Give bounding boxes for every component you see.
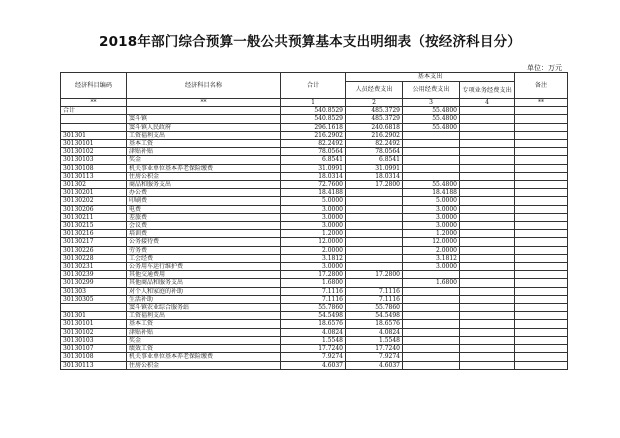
personnel-cell bbox=[346, 279, 403, 287]
special-cell bbox=[460, 271, 515, 279]
special-cell bbox=[460, 304, 515, 312]
total-cell: 7.1116 bbox=[281, 295, 346, 303]
code-cell: 30130217 bbox=[61, 238, 127, 246]
header-note: 备注 bbox=[515, 73, 568, 99]
public-cell bbox=[403, 148, 460, 156]
name-cell: 机关事业单位基本养老保险缴费 bbox=[127, 164, 281, 172]
note-cell bbox=[515, 295, 568, 303]
note-cell bbox=[515, 213, 568, 221]
name-cell: 办公费 bbox=[127, 189, 281, 197]
name-cell: 差旅费 bbox=[127, 213, 281, 221]
code-cell: 30130228 bbox=[61, 254, 127, 262]
public-cell bbox=[403, 328, 460, 336]
special-cell bbox=[460, 336, 515, 344]
mark-cell: ** bbox=[61, 99, 127, 107]
special-cell bbox=[460, 353, 515, 361]
name-cell: 其他商品和服务支出 bbox=[127, 279, 281, 287]
table-row bbox=[61, 189, 568, 197]
name-cell: 窦斗镇 bbox=[127, 115, 281, 123]
header-public: 公用经费支出 bbox=[403, 82, 460, 99]
mark-cell: ** bbox=[515, 99, 568, 107]
mark-cell: 4 bbox=[460, 99, 515, 107]
special-cell bbox=[460, 279, 515, 287]
personnel-cell: 240.6818 bbox=[346, 123, 403, 131]
name-cell: 电费 bbox=[127, 205, 281, 213]
public-cell bbox=[403, 353, 460, 361]
note-cell bbox=[515, 131, 568, 139]
special-cell bbox=[460, 254, 515, 262]
personnel-cell: 7.1116 bbox=[346, 287, 403, 295]
code-cell: 30130101 bbox=[61, 320, 127, 328]
name-cell: 工资福利支出 bbox=[127, 312, 281, 320]
total-cell: 31.0991 bbox=[281, 164, 346, 172]
special-cell bbox=[460, 213, 515, 221]
special-cell bbox=[460, 172, 515, 180]
public-cell: 55.4800 bbox=[403, 107, 460, 115]
name-cell: 基本工资 bbox=[127, 140, 281, 148]
note-cell bbox=[515, 246, 568, 254]
personnel-cell bbox=[346, 230, 403, 238]
personnel-cell bbox=[346, 222, 403, 230]
public-cell: 1.2000 bbox=[403, 230, 460, 238]
total-cell: 17.2800 bbox=[281, 271, 346, 279]
name-cell: 对个人和家庭的补助 bbox=[127, 287, 281, 295]
total-cell: 78.0564 bbox=[281, 148, 346, 156]
special-cell bbox=[460, 361, 515, 369]
table-row bbox=[61, 222, 568, 230]
public-cell: 1.6800 bbox=[403, 279, 460, 287]
header-basic-group: 基本支出 bbox=[346, 73, 515, 82]
code-cell: 30130211 bbox=[61, 213, 127, 221]
name-cell: 奖金 bbox=[127, 336, 281, 344]
public-cell: 2.0000 bbox=[403, 246, 460, 254]
personnel-cell: 31.0991 bbox=[346, 164, 403, 172]
public-cell bbox=[403, 287, 460, 295]
public-cell bbox=[403, 304, 460, 312]
header-code: 经济科目编码 bbox=[61, 73, 127, 99]
name-cell: 绩效工资 bbox=[127, 345, 281, 353]
note-cell bbox=[515, 238, 568, 246]
name-cell: 其他交通费用 bbox=[127, 271, 281, 279]
table-row bbox=[61, 345, 568, 353]
special-cell bbox=[460, 312, 515, 320]
note-cell bbox=[515, 222, 568, 230]
note-cell bbox=[515, 140, 568, 148]
table-row bbox=[61, 312, 568, 320]
expenditure-table bbox=[60, 72, 568, 370]
public-cell: 5.0000 bbox=[403, 197, 460, 205]
public-cell bbox=[403, 295, 460, 303]
code-cell bbox=[61, 123, 127, 131]
table-row bbox=[61, 287, 568, 295]
note-cell bbox=[515, 345, 568, 353]
special-cell bbox=[460, 148, 515, 156]
total-cell: 1.6800 bbox=[281, 279, 346, 287]
personnel-cell: 17.2800 bbox=[346, 181, 403, 189]
table-row bbox=[61, 246, 568, 254]
code-cell bbox=[61, 115, 127, 123]
public-cell: 18.4188 bbox=[403, 189, 460, 197]
total-cell: 7.9274 bbox=[281, 353, 346, 361]
personnel-cell: 485.3729 bbox=[346, 115, 403, 123]
name-cell: 商品和服务支出 bbox=[127, 181, 281, 189]
special-cell bbox=[460, 230, 515, 238]
personnel-cell: 17.7240 bbox=[346, 345, 403, 353]
special-cell bbox=[460, 197, 515, 205]
header-name: 经济科目名称 bbox=[127, 73, 281, 99]
code-cell: 30130201 bbox=[61, 189, 127, 197]
public-cell: 3.0000 bbox=[403, 205, 460, 213]
name-cell: 会议费 bbox=[127, 222, 281, 230]
note-cell bbox=[515, 263, 568, 271]
note-cell bbox=[515, 156, 568, 164]
note-cell bbox=[515, 107, 568, 115]
special-cell bbox=[460, 140, 515, 148]
code-cell: 301302 bbox=[61, 181, 127, 189]
total-cell: 540.8529 bbox=[281, 115, 346, 123]
table-row bbox=[61, 238, 568, 246]
total-cell: 3.1812 bbox=[281, 254, 346, 262]
column-index-row bbox=[61, 99, 568, 107]
name-cell: 津贴补贴 bbox=[127, 148, 281, 156]
code-cell: 301301 bbox=[61, 312, 127, 320]
table-row bbox=[61, 304, 568, 312]
personnel-cell bbox=[346, 246, 403, 254]
total-cell: 216.2902 bbox=[281, 131, 346, 139]
name-cell: 窦斗镇人民政府 bbox=[127, 123, 281, 131]
total-cell: 5.0000 bbox=[281, 197, 346, 205]
public-cell: 12.0000 bbox=[403, 238, 460, 246]
special-cell bbox=[460, 189, 515, 197]
personnel-cell: 54.5498 bbox=[346, 312, 403, 320]
personnel-cell bbox=[346, 205, 403, 213]
report-title: 2018年部门综合预算一般公共预算基本支出明细表（按经济科目分） bbox=[99, 34, 521, 50]
table-row bbox=[61, 361, 568, 369]
table-row bbox=[61, 295, 568, 303]
code-cell: 301303 bbox=[61, 287, 127, 295]
name-cell: 工资福利支出 bbox=[127, 131, 281, 139]
code-cell: 30130108 bbox=[61, 164, 127, 172]
special-cell bbox=[460, 205, 515, 213]
table-row bbox=[61, 213, 568, 221]
special-cell bbox=[460, 131, 515, 139]
public-cell bbox=[403, 156, 460, 164]
public-cell bbox=[403, 345, 460, 353]
total-cell: 296.1618 bbox=[281, 123, 346, 131]
personnel-cell: 4.6037 bbox=[346, 361, 403, 369]
public-cell: 55.4800 bbox=[403, 115, 460, 123]
table-row bbox=[61, 336, 568, 344]
code-cell bbox=[61, 304, 127, 312]
code-cell: 30130108 bbox=[61, 353, 127, 361]
special-cell bbox=[460, 181, 515, 189]
header-total: 合计 bbox=[281, 73, 346, 99]
total-cell: 72.7600 bbox=[281, 181, 346, 189]
name-cell: 奖金 bbox=[127, 156, 281, 164]
public-cell bbox=[403, 320, 460, 328]
note-cell bbox=[515, 123, 568, 131]
special-cell bbox=[460, 107, 515, 115]
personnel-cell bbox=[346, 254, 403, 262]
name-cell: 印刷费 bbox=[127, 197, 281, 205]
code-cell: 30130215 bbox=[61, 222, 127, 230]
total-cell: 3.0000 bbox=[281, 263, 346, 271]
total-cell: 2.0000 bbox=[281, 246, 346, 254]
personnel-cell: 485.3729 bbox=[346, 107, 403, 115]
public-cell bbox=[403, 271, 460, 279]
personnel-cell: 55.7860 bbox=[346, 304, 403, 312]
name-cell: 窦斗镇农业综合服务站 bbox=[127, 304, 281, 312]
public-cell bbox=[403, 312, 460, 320]
note-cell bbox=[515, 287, 568, 295]
public-cell bbox=[403, 164, 460, 172]
note-cell bbox=[515, 172, 568, 180]
name-cell: 机关事业单位基本养老保险缴费 bbox=[127, 353, 281, 361]
special-cell bbox=[460, 115, 515, 123]
mark-cell: 1 bbox=[281, 99, 346, 107]
code-cell: 30130202 bbox=[61, 197, 127, 205]
total-cell: 18.6576 bbox=[281, 320, 346, 328]
table-row bbox=[61, 123, 568, 131]
note-cell bbox=[515, 304, 568, 312]
special-cell bbox=[460, 345, 515, 353]
code-cell: 30130226 bbox=[61, 246, 127, 254]
total-cell: 3.0000 bbox=[281, 222, 346, 230]
table-row bbox=[61, 353, 568, 361]
special-cell bbox=[460, 320, 515, 328]
special-cell bbox=[460, 164, 515, 172]
public-cell: 3.1812 bbox=[403, 254, 460, 262]
public-cell bbox=[403, 361, 460, 369]
table-row bbox=[61, 156, 568, 164]
personnel-cell: 18.0314 bbox=[346, 172, 403, 180]
table-row bbox=[61, 172, 568, 180]
total-cell: 4.6037 bbox=[281, 361, 346, 369]
total-cell: 3.0000 bbox=[281, 205, 346, 213]
name-cell bbox=[127, 107, 281, 115]
total-cell: 82.2492 bbox=[281, 140, 346, 148]
special-cell bbox=[460, 156, 515, 164]
header-personnel: 人员经费支出 bbox=[346, 82, 403, 99]
special-cell bbox=[460, 295, 515, 303]
table-row bbox=[61, 181, 568, 189]
code-cell: 30130239 bbox=[61, 271, 127, 279]
name-cell: 公务用车运行维护费 bbox=[127, 263, 281, 271]
note-cell bbox=[515, 115, 568, 123]
table-row bbox=[61, 271, 568, 279]
total-cell: 540.8529 bbox=[281, 107, 346, 115]
note-cell bbox=[515, 361, 568, 369]
note-cell bbox=[515, 271, 568, 279]
code-cell: 301301 bbox=[61, 131, 127, 139]
code-cell: 30130206 bbox=[61, 205, 127, 213]
total-cell: 6.8541 bbox=[281, 156, 346, 164]
note-cell bbox=[515, 189, 568, 197]
note-cell bbox=[515, 148, 568, 156]
public-cell: 3.0000 bbox=[403, 222, 460, 230]
mark-cell: ** bbox=[127, 99, 281, 107]
special-cell bbox=[460, 263, 515, 271]
personnel-cell: 7.9274 bbox=[346, 353, 403, 361]
total-cell: 55.7860 bbox=[281, 304, 346, 312]
code-cell: 30130113 bbox=[61, 172, 127, 180]
total-cell: 3.0000 bbox=[281, 213, 346, 221]
personnel-cell: 216.2902 bbox=[346, 131, 403, 139]
personnel-cell: 1.5548 bbox=[346, 336, 403, 344]
total-cell: 1.2000 bbox=[281, 230, 346, 238]
personnel-cell bbox=[346, 263, 403, 271]
total-cell: 18.0314 bbox=[281, 172, 346, 180]
note-cell bbox=[515, 336, 568, 344]
public-cell: 55.4800 bbox=[403, 123, 460, 131]
table-row bbox=[61, 148, 568, 156]
public-cell: 55.4800 bbox=[403, 181, 460, 189]
name-cell: 住房公积金 bbox=[127, 361, 281, 369]
table-row bbox=[61, 263, 568, 271]
public-cell bbox=[403, 336, 460, 344]
header-special: 专项业务经费支出 bbox=[460, 82, 515, 99]
public-cell bbox=[403, 131, 460, 139]
special-cell bbox=[460, 238, 515, 246]
special-cell bbox=[460, 222, 515, 230]
personnel-cell: 6.8541 bbox=[346, 156, 403, 164]
total-cell: 4.0824 bbox=[281, 328, 346, 336]
code-cell: 30130113 bbox=[61, 361, 127, 369]
code-cell: 30130101 bbox=[61, 140, 127, 148]
code-cell: 30130216 bbox=[61, 230, 127, 238]
name-cell: 劳务费 bbox=[127, 246, 281, 254]
personnel-cell: 17.2800 bbox=[346, 271, 403, 279]
name-cell: 津贴补贴 bbox=[127, 328, 281, 336]
personnel-cell bbox=[346, 238, 403, 246]
table-row bbox=[61, 205, 568, 213]
special-cell bbox=[460, 246, 515, 254]
public-cell: 3.0000 bbox=[403, 263, 460, 271]
note-cell bbox=[515, 312, 568, 320]
table-row bbox=[61, 197, 568, 205]
code-cell: 30130231 bbox=[61, 263, 127, 271]
personnel-cell: 82.2492 bbox=[346, 140, 403, 148]
mark-cell: 3 bbox=[403, 99, 460, 107]
total-cell: 54.5498 bbox=[281, 312, 346, 320]
table-row bbox=[61, 115, 568, 123]
personnel-cell: 78.0564 bbox=[346, 148, 403, 156]
code-cell: 30130103 bbox=[61, 336, 127, 344]
total-cell: 17.7240 bbox=[281, 345, 346, 353]
public-cell bbox=[403, 172, 460, 180]
name-cell: 工会经费 bbox=[127, 254, 281, 262]
table-row bbox=[61, 107, 568, 115]
note-cell bbox=[515, 205, 568, 213]
note-cell bbox=[515, 197, 568, 205]
special-cell bbox=[460, 328, 515, 336]
special-cell bbox=[460, 123, 515, 131]
table-row bbox=[61, 328, 568, 336]
total-cell: 7.1116 bbox=[281, 287, 346, 295]
note-cell bbox=[515, 279, 568, 287]
code-cell: 30130107 bbox=[61, 345, 127, 353]
code-cell: 30130305 bbox=[61, 295, 127, 303]
public-cell: 3.0000 bbox=[403, 213, 460, 221]
name-cell: 基本工资 bbox=[127, 320, 281, 328]
note-cell bbox=[515, 164, 568, 172]
code-cell: 30130299 bbox=[61, 279, 127, 287]
name-cell: 生活补助 bbox=[127, 295, 281, 303]
personnel-cell bbox=[346, 189, 403, 197]
name-cell: 公务接待费 bbox=[127, 238, 281, 246]
note-cell bbox=[515, 181, 568, 189]
total-cell: 18.4188 bbox=[281, 189, 346, 197]
name-cell: 住房公积金 bbox=[127, 172, 281, 180]
table-row bbox=[61, 254, 568, 262]
note-cell bbox=[515, 230, 568, 238]
table-row bbox=[61, 320, 568, 328]
table-row bbox=[61, 279, 568, 287]
unit-label: 单位：万元 bbox=[527, 64, 562, 72]
note-cell bbox=[515, 254, 568, 262]
code-cell: 30130102 bbox=[61, 328, 127, 336]
mark-cell: 2 bbox=[346, 99, 403, 107]
personnel-cell: 4.0824 bbox=[346, 328, 403, 336]
code-cell: 合计 bbox=[61, 107, 127, 115]
total-cell: 1.5548 bbox=[281, 336, 346, 344]
total-cell: 12.0000 bbox=[281, 238, 346, 246]
note-cell bbox=[515, 353, 568, 361]
personnel-cell: 18.6576 bbox=[346, 320, 403, 328]
personnel-cell bbox=[346, 197, 403, 205]
note-cell bbox=[515, 328, 568, 336]
public-cell bbox=[403, 140, 460, 148]
personnel-cell bbox=[346, 213, 403, 221]
name-cell: 培训费 bbox=[127, 230, 281, 238]
code-cell: 30130103 bbox=[61, 156, 127, 164]
table-row bbox=[61, 230, 568, 238]
table-row bbox=[61, 131, 568, 139]
code-cell: 30130102 bbox=[61, 148, 127, 156]
personnel-cell: 7.1116 bbox=[346, 295, 403, 303]
table-row bbox=[61, 140, 568, 148]
table-row bbox=[61, 164, 568, 172]
note-cell bbox=[515, 320, 568, 328]
special-cell bbox=[460, 287, 515, 295]
